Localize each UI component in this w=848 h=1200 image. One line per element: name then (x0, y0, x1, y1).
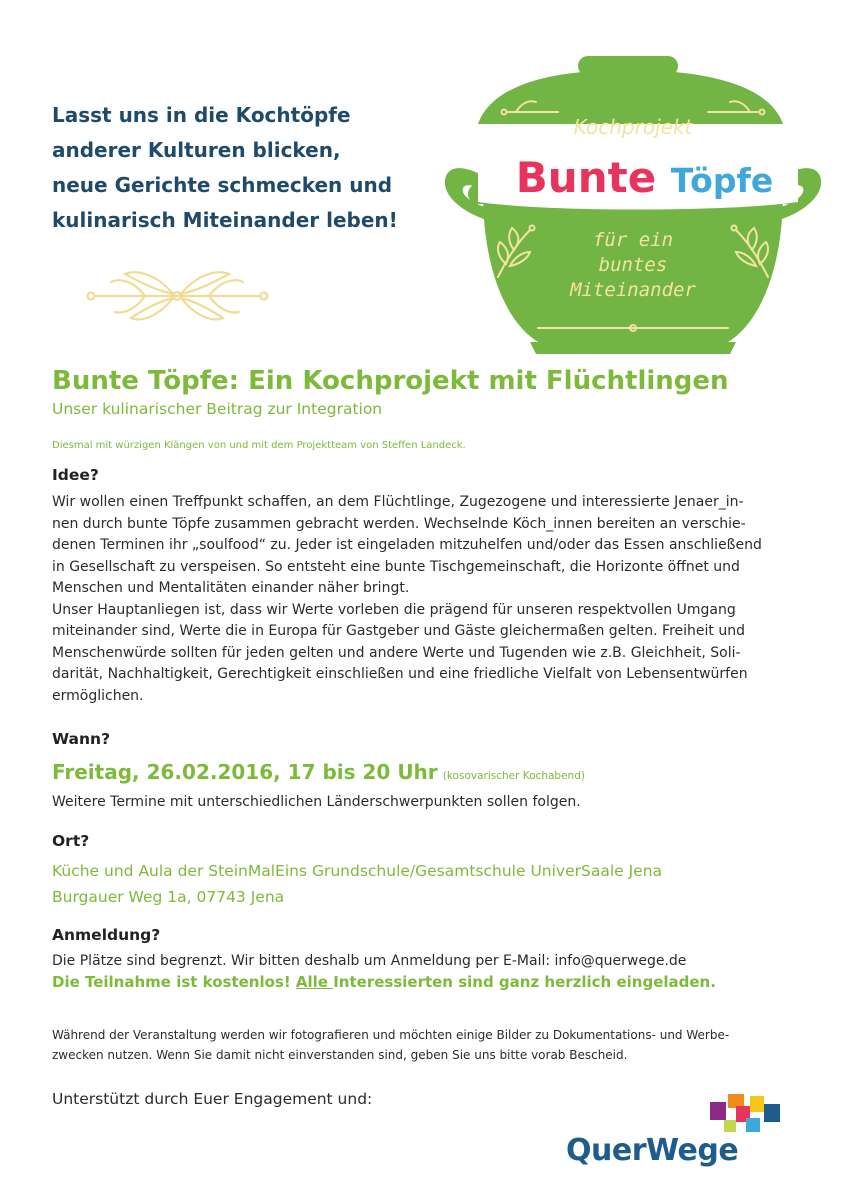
idee-line: denen Terminen ihr „soulfood“ zu. Jeder ist eingeladen mitzuhelfen und/oder das Essen anschließend (52, 537, 762, 553)
idee-heading: Idee? (52, 466, 99, 484)
event-date-note: (kosovarischer Kochabend) (442, 770, 585, 782)
querwege-logo-text: QuerWege (566, 1133, 739, 1168)
logo-line3: Miteinander (570, 279, 696, 301)
anmeldung-heading: Anmeldung? (52, 926, 161, 944)
event-date-text: Freitag, 26.02.2016, 17 bis 20 Uhr (52, 760, 438, 784)
anmeldung-text: Die Plätze sind begrenzt. Wir bitten deshalb um Anmeldung per E-Mail: info@querwege.de (52, 953, 687, 969)
photo-notice (52, 1025, 802, 1065)
free-underlined: Alle (295, 973, 334, 991)
photo-notice-line: Während der Veranstaltung werden wir fotografieren und möchten einige Bilder zu Dokumentations- und Werbe- (52, 1028, 730, 1042)
wann-heading: Wann? (52, 730, 111, 748)
logo-toepfe: Töpfe (670, 161, 774, 200)
idee-line: darität, Nachhaltigkeit, Gerechtigkeit einschließen und eine friedliche Vielfalt von Lebensentwürfen (52, 666, 748, 682)
idee-text (52, 492, 798, 707)
slogan-line: Lasst uns in die Kochtöpfe (52, 103, 351, 127)
idee-line: miteinander sind, Werte die in Europa für Gastgeber und Gäste gleichermaßen gelten. Freiheit und (52, 623, 745, 639)
idee-line: Menschenwürde sollten für jeden gelten und andere Werte und Tugenden wie z.B. Gleichheit, Soli- (52, 644, 741, 661)
event-location (52, 858, 662, 910)
bunte-toepfe-logo (438, 52, 828, 357)
ort-heading: Ort? (52, 832, 90, 850)
logo-line2: buntes (598, 254, 668, 276)
event-note: Diesmal mit würzigen Klängen von und mit dem Projektteam von Steffen Landeck. (52, 440, 466, 451)
location-line: Burgauer Weg 1a, 07743 Jena (52, 888, 285, 906)
idee-line: nen durch bunte Töpfe zusammen gebracht werden. Wechselnde Köch_innen bereiten an verschie- (52, 515, 746, 532)
logo-bunte: Bunte (515, 153, 657, 202)
branch-ornament-icon (85, 262, 270, 332)
idee-line: Menschen und Mentalitäten einander näher bringt. (52, 580, 410, 596)
free-part1: Die Teilnahme ist kostenlos! (52, 973, 296, 991)
logo-line1: für ein (592, 229, 674, 251)
idee-line: Wir wollen einen Treffpunkt schaffen, an dem Flüchtlinge, Zugezogene und interessierte Jenaer_in- (52, 494, 744, 510)
slogan-line: neue Gerichte schmecken und (52, 173, 393, 197)
location-line: Küche und Aula der SteinMalEins Grundschule/Gesamtschule UniverSaale Jena (52, 862, 663, 880)
event-date (52, 760, 585, 784)
idee-line: ermöglichen. (52, 687, 144, 704)
logo-kochprojekt: Kochprojekt (573, 115, 693, 139)
page-title: Bunte Töpfe: Ein Kochprojekt mit Flüchtlingen (52, 366, 729, 396)
slogan-line: anderer Kulturen blicken, (52, 138, 341, 162)
photo-notice-line: zwecken nutzen. Wenn Sie damit nicht einverstanden sind, geben Sie uns bitte vorab Bescheid. (52, 1048, 628, 1062)
idee-line: Unser Hauptanliegen ist, dass wir Werte vorleben die prägend für unseren respektvollen Umgang (52, 601, 736, 618)
support-text: Unterstützt durch Euer Engagement und: (52, 1090, 373, 1108)
wann-more: Weitere Termine mit unterschiedlichen Länderschwerpunkten sollen folgen. (52, 794, 581, 810)
slogan (52, 98, 432, 238)
pot-shape (445, 56, 821, 354)
idee-line: in Gesellschaft zu verspeisen. So entsteht eine bunte Tischgemeinschaft, die Horizonte öffnet und (52, 558, 740, 575)
slogan-line: kulinarisch Miteinander leben! (52, 208, 398, 232)
free-entry-note (52, 973, 716, 991)
free-part2: Interessierten sind ganz herzlich eingeladen. (333, 973, 716, 991)
page-subtitle: Unser kulinarischer Beitrag zur Integration (52, 400, 383, 418)
